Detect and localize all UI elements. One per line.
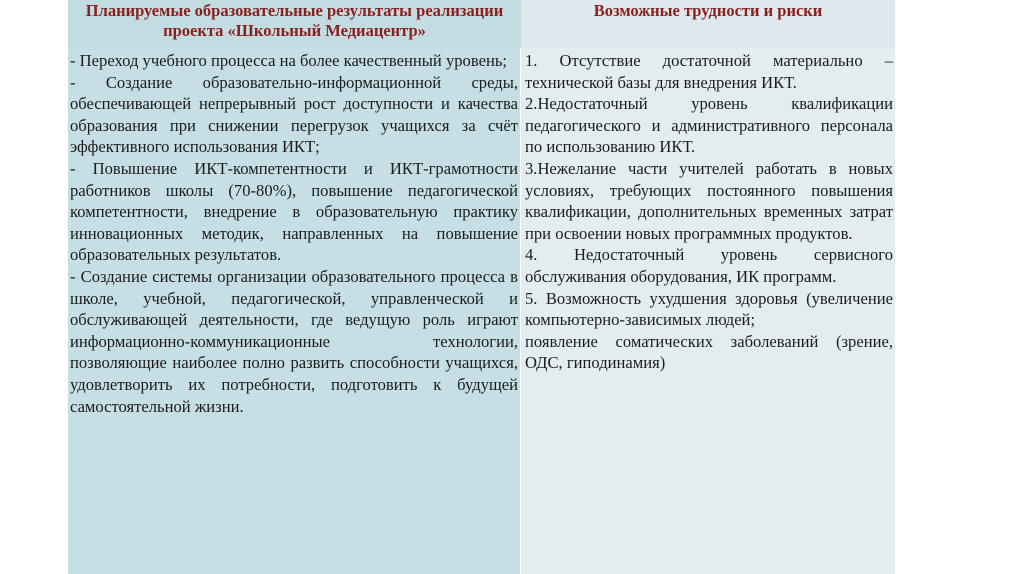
risk-item: 2.Недостаточный уровень квалификации педагогического и административного персонала по использованию ИКТ.: [525, 94, 893, 157]
results-risks-table: [68, 0, 895, 574]
result-item: - Переход учебного процесса на более качественный уровень;: [70, 51, 508, 70]
results-cell: [68, 48, 521, 574]
result-item: - Создание системы организации образовательного процесса в школе, учебной, педагогической, управленческой и обслуживающей деятельности, где ведущую роль играют информационно-коммуникационные технологии, позволяющие наиболее полно развить способности учащихся, удовлетворить их потребности, подготовить к будущей самостоятельной жизни.: [70, 266, 518, 416]
result-item: - Повышение ИКТ-компетентности и ИКТ-грамотности работников школы (70-80%), повышение педагогической компетентности, внедрение в образовательную практику инновационных методик, направленных на повышение образовательных результатов.: [70, 158, 518, 265]
header-difficulties-risks: Возможные трудности и риски: [521, 0, 895, 48]
header-planned-results: Планируемые образовательные результаты реализации проекта «Школьный Медиацентр»: [68, 0, 521, 48]
risk-item: появление соматических заболеваний (зрение, ОДС, гиподинамия): [525, 331, 893, 373]
risk-item: 3.Нежелание части учителей работать в новых условиях, требующих постоянного повышения квалификации, дополнительных временных затрат при освоении новых программных продуктов.: [525, 158, 893, 243]
risk-item: 4. Недостаточный уровень сервисного обслуживания оборудования, ИК программ.: [525, 245, 893, 286]
risk-item: 5. Возможность ухудшения здоровья (увеличение компьютерно-зависимых людей;: [525, 288, 893, 330]
risks-cell: [521, 48, 895, 574]
risk-item: 1. Отсутствие достаточной материально – технической базы для внедрения ИКТ.: [525, 51, 893, 92]
result-item: - Создание образовательно-информационной среды, обеспечивающей непрерывный рост доступности и качества образования при снижении перегрузок учащихся за счёт эффективного использования ИКТ;: [70, 72, 518, 157]
